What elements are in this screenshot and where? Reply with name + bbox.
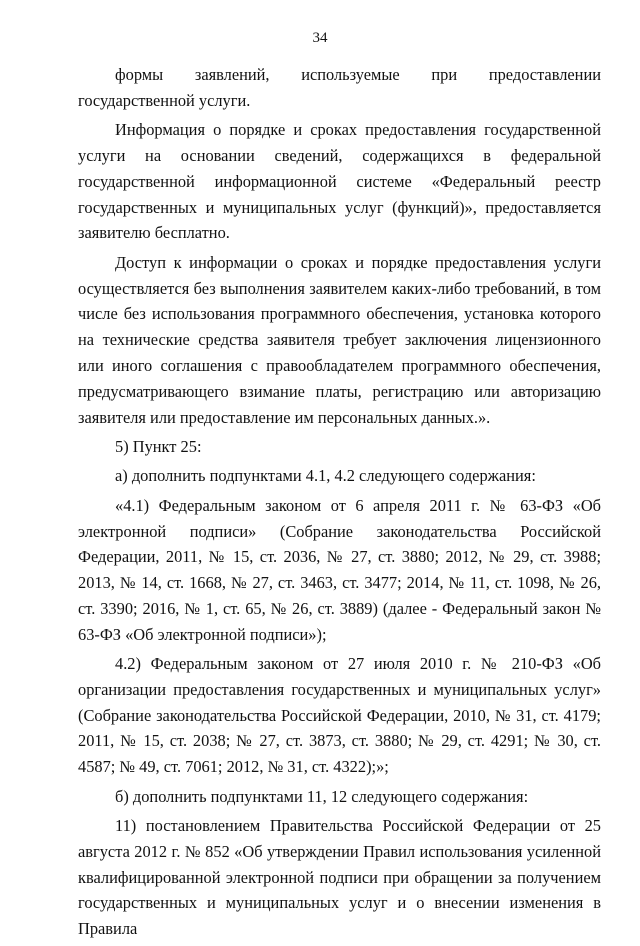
paragraph-point-25: 5) Пункт 25: xyxy=(115,436,202,456)
paragraph-item-11: 11) постановлением Правительства Российской Федерации от 25 августа 2012 г. № 852 «Об утверждении Правил использования усиленной квалифицированной электронной подписи при обращении за получением государственных и муниципальных услуг и о внесении изменения в Правила xyxy=(78,816,601,939)
document-body xyxy=(78,62,601,946)
paragraph-item-4-2: 4.2) Федеральным законом от 27 июля 2010 г. № 210-ФЗ «Об организации предоставления государственных и муниципальных услуг» (Собрание законодательства Российской Федерации, 2010, № 31, ст. 4179; 2011, № 15, ст. 2038; № 27, ст. 3873, ст. 3880; № 29, ст. 4291; № 30, ст. 4587; № 49, ст. 7061; 2012, № 31, ст. 4322);»; xyxy=(78,654,601,777)
paragraph-access-to-information: Доступ к информации о сроках и порядке предоставления услуги осуществляется без выполнения заявителем каких-либо требований, в том числе без использования программного обеспечения, установка которого на технические средства заявителя требует заключения лицензионного или иного соглашения с правообладателем программного обеспечения, предусматривающего взимание платы, регистрацию или авторизацию заявителя или предоставление им персональных данных.». xyxy=(78,252,601,427)
paragraph-subpoint-b: б) дополнить подпунктами 11, 12 следующего содержания: xyxy=(115,786,529,806)
paragraph-forms-of-applications: формы заявлений, используемые при предоставлении государственной услуги. xyxy=(78,65,601,110)
paragraph-information-procedure: Информация о порядке и сроках предоставления государственной услуги на основании сведений, содержащихся в федеральной государственной информационной системе «Федеральный реестр государственных и муниципальных услуг (функций)», предоставляется заявителю бесплатно. xyxy=(78,120,601,243)
paragraph-subpoint-a: а) дополнить подпунктами 4.1, 4.2 следующего содержания: xyxy=(115,466,536,486)
page-number: 34 xyxy=(312,30,328,46)
paragraph-item-4-1: «4.1) Федеральным законом от 6 апреля 2011 г. № 63-ФЗ «Об электронной подписи» (Собрание законодательства Российской Федерации, 2011, № 15, ст. 2036, № 27, ст. 3880; 2012, № 29, ст. 3988; 2013, № 14, ст. 1668, № 27, ст. 3463, ст. 3477; 2014, № 11, ст. 1098, № 26, ст. 3390; 2016, № 1, ст. 65, № 26, ст. 3889) (далее - Федеральный закон № 63-ФЗ «Об электронной подписи»); xyxy=(78,495,601,644)
